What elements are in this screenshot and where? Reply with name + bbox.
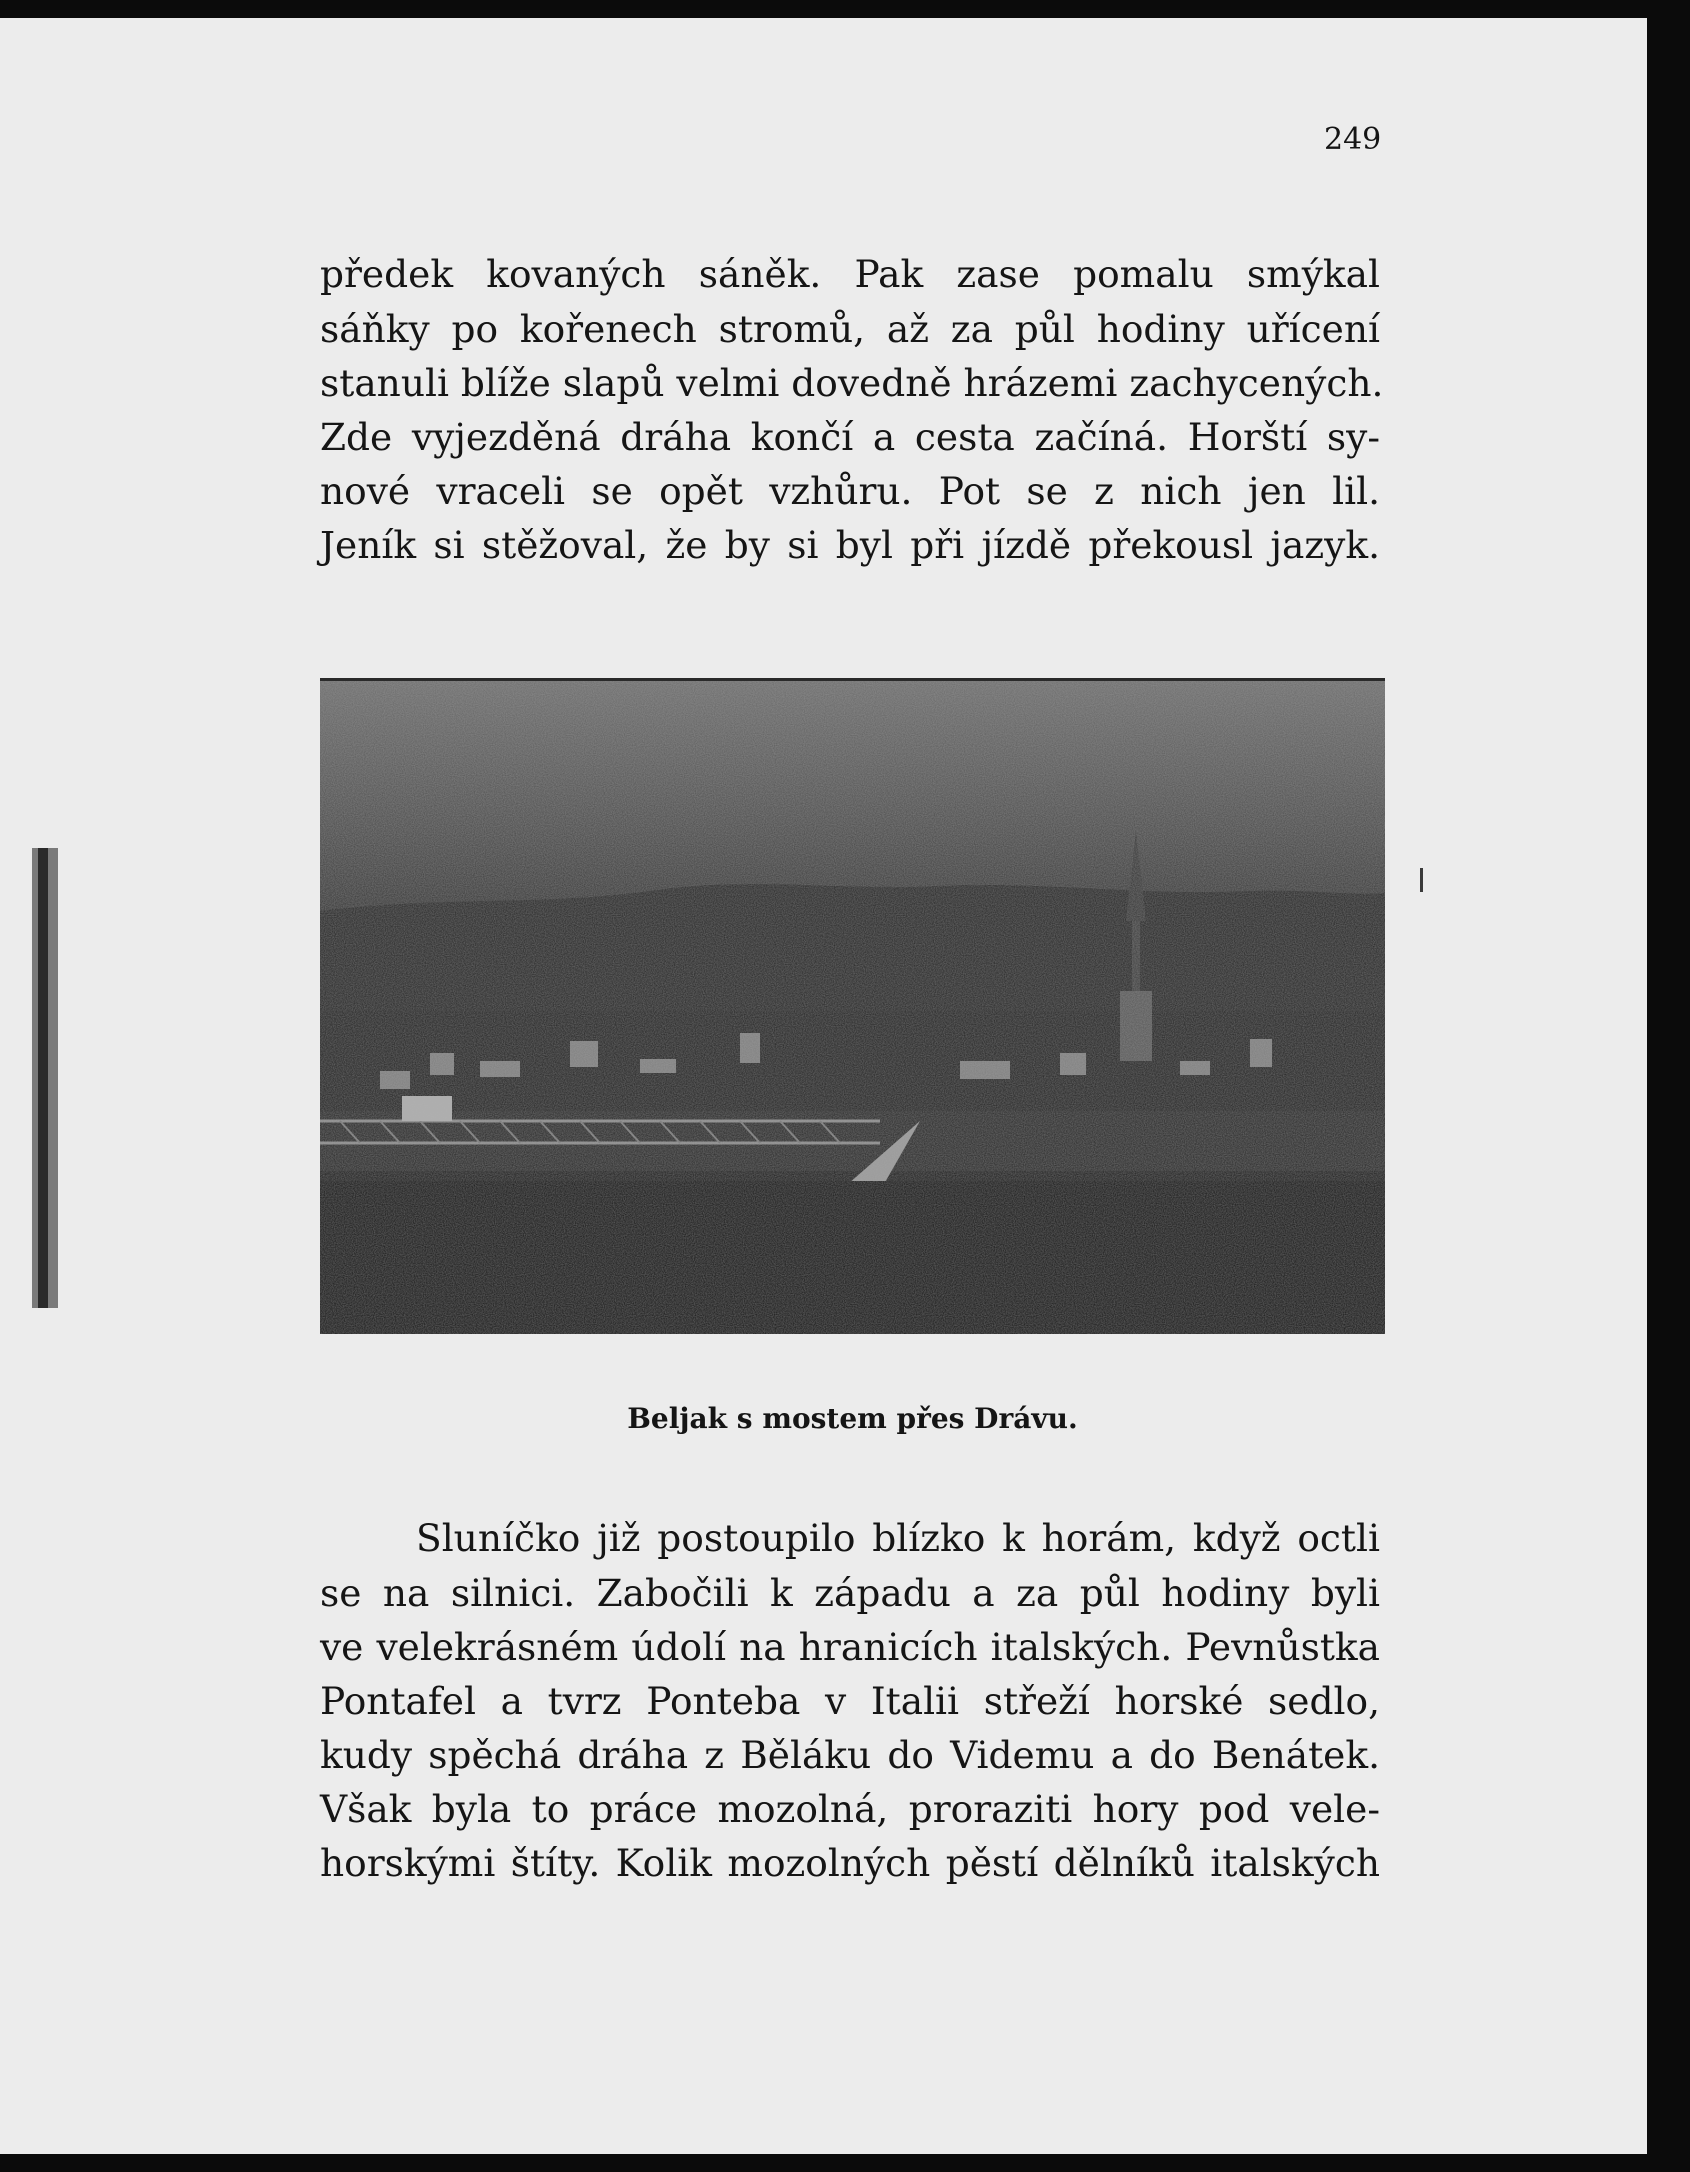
text-line: Pontafel a tvrz Ponteba v Italii střeží horské sedlo,	[320, 1679, 1380, 1723]
text-line: Zde vyjezděná dráha končí a cesta začíná. Horští sy-	[320, 415, 1380, 459]
text-line: sáňky po kořenech stromů, až za půl hodiny uřícení	[320, 307, 1380, 351]
text-line: předek kovaných sáněk. Pak zase pomalu smýkal	[320, 252, 1380, 296]
text-line: kudy spěchá dráha z Běláku do Videmu a do Benátek.	[320, 1733, 1380, 1777]
photograph-town-bridge	[320, 678, 1385, 1334]
figure-caption: Beljak s mostem přes Drávu.	[627, 1402, 1078, 1435]
text-line: ve velekrásném údolí na hranicích italských. Pevnůstka	[320, 1625, 1380, 1669]
text-line: se na silnici. Zabočili k západu a za půl hodiny byli	[320, 1571, 1380, 1615]
margin-scan-artifact	[38, 848, 48, 1308]
text-line: nové vraceli se opět vzhůru. Pot se z nich jen lil.	[320, 469, 1380, 513]
text-line: horskými štíty. Kolik mozolných pěstí dělníků italských	[320, 1841, 1380, 1885]
book-page	[0, 18, 1647, 2154]
margin-scan-artifact	[1420, 868, 1423, 892]
text-line: Jeník si stěžoval, že by si byl při jízdě překousl jazyk.	[320, 523, 1380, 567]
text-line: Však byla to práce mozolná, proraziti hory pod vele-	[320, 1787, 1380, 1831]
text-line: stanuli blíže slapů velmi dovedně hrázemi zachycených.	[320, 361, 1384, 405]
page-number: 249	[1324, 122, 1382, 157]
text-line: Sluníčko již postoupilo blízko k horám, když octli	[416, 1516, 1380, 1560]
